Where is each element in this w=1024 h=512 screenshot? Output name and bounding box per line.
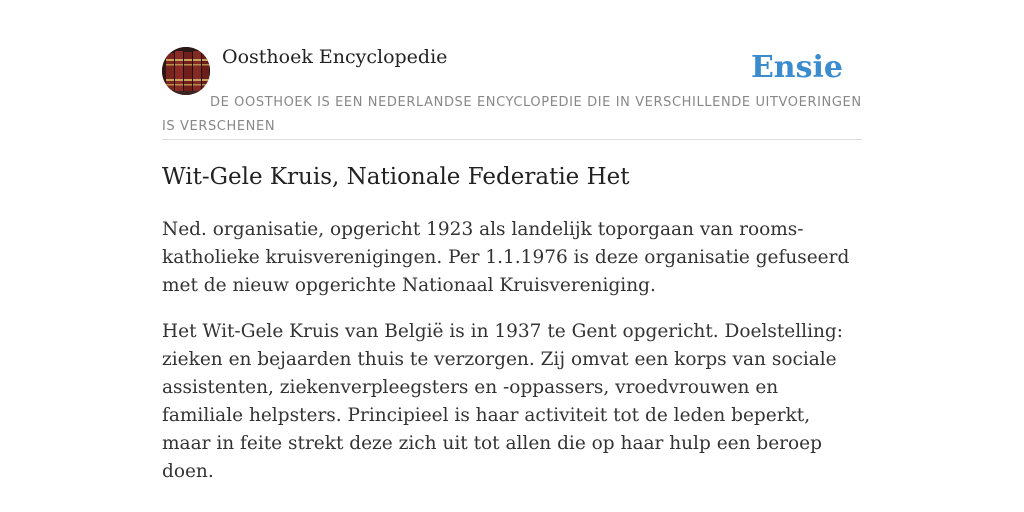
article-paragraph: Ned. organisatie, opgericht 1923 als landelijk toporgaan van rooms-katholieke kruisverenigingen. Per 1.1.1976 is deze organisatie gefuseerd met de nieuw opgerichte Nationaal Kruisvereniging. [162,219,850,296]
brand-logo[interactable]: Ensie [750,50,843,85]
article-paragraph: Het Wit-Gele Kruis van België is in 1937 te Gent opgericht. Doelstelling: zieken en bejaarden thuis te verzorgen. Zij omvat een korps van sociale assistenten, ziekenverpleegsters en -oppassers, vroedvrouwen en familiale helpsters. Principieel is haar activiteit tot de leden beperkt, maar in feite strekt deze zich uit tot allen die op haar hulp een beroep doen. [162,321,843,482]
article-body [162,216,862,504]
site-title[interactable]: Oosthoek Encyclopedie [222,46,448,68]
article-title: Wit-Gele Kruis, Nationale Federatie Het [162,164,630,190]
page-container [162,0,862,482]
site-header [162,0,862,140]
encyclopedia-books-icon[interactable] [162,47,210,95]
site-tagline: DE OOSTHOEK IS EEN NEDERLANDSE ENCYCLOPEDIE DIE IN VERSCHILLENDE UITVOERINGEN IS VERSCHENEN [162,95,862,134]
